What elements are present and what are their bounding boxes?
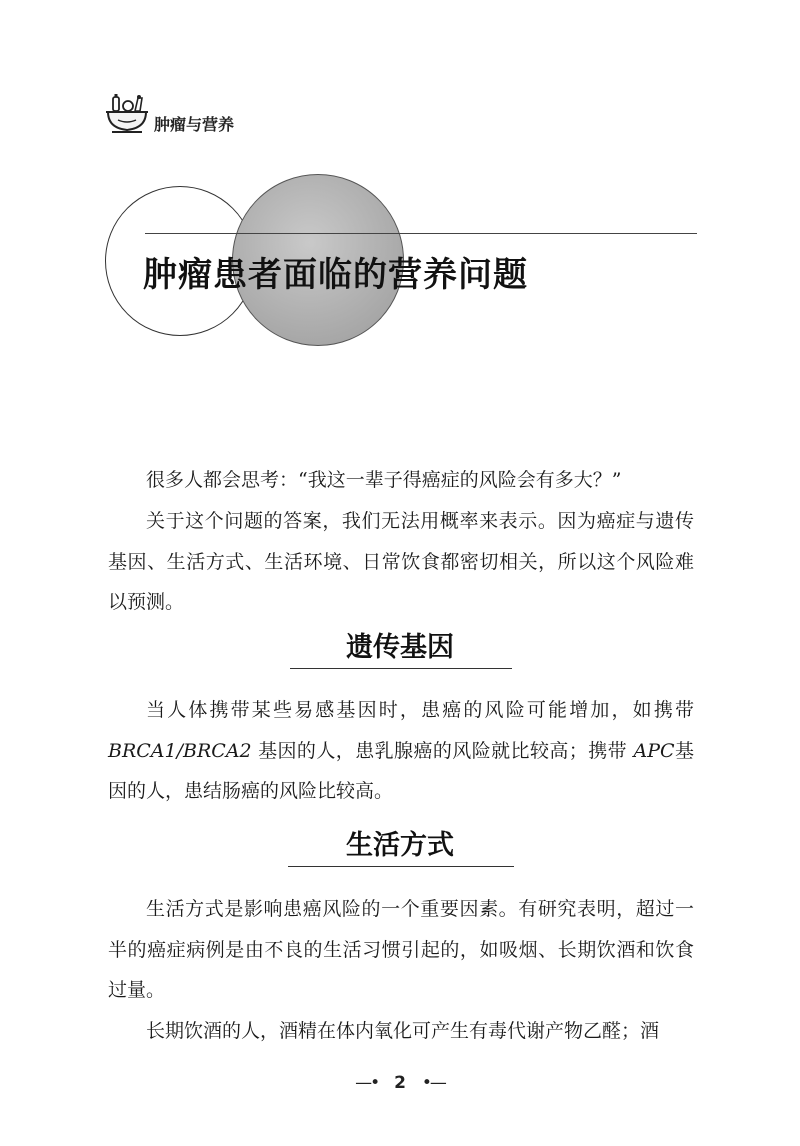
section-rule bbox=[290, 668, 512, 669]
intro-paragraph-1: 很多人都会思考：“我这一辈子得癌症的风险会有多大？” bbox=[146, 469, 622, 491]
running-header bbox=[104, 92, 304, 136]
chapter-title: 肿瘤患者面临的营养问题 bbox=[143, 255, 528, 295]
section-title-genetics: 遗传基因 bbox=[346, 632, 454, 663]
page-number: 2 bbox=[394, 1073, 406, 1093]
footer-dash-right: •— bbox=[421, 1073, 445, 1093]
gene-name: APC bbox=[633, 739, 675, 762]
paragraph-text: 当人体携带某些易感基因时，患癌的风险可能增加，如携带 bbox=[146, 699, 694, 721]
title-rule bbox=[145, 233, 697, 234]
paragraph-text: 基因的人，患结肠癌的风险比较高。 bbox=[108, 739, 694, 802]
lifestyle-paragraph-2: 长期饮酒的人，酒精在体内氧化可产生有毒代谢产物乙醛；酒 bbox=[146, 1020, 660, 1042]
page-footer bbox=[0, 1073, 800, 1093]
nutrition-basket-icon bbox=[104, 92, 150, 136]
section-rule bbox=[288, 866, 514, 867]
intro-paragraph-2: 关于这个问题的答案，我们无法用概率来表示。因为癌症与遗传基因、生活方式、生活环境、日常饮食都密切相关，所以这个风险难以预测。 bbox=[108, 510, 694, 613]
section-title-lifestyle: 生活方式 bbox=[346, 830, 454, 861]
header-label: 肿瘤与营养 bbox=[154, 115, 235, 134]
lifestyle-paragraph-1: 生活方式是影响患癌风险的一个重要因素。有研究表明，超过一半的癌症病例是由不良的生活习惯引起的，如吸烟、长期饮酒和饮食过量。 bbox=[108, 898, 694, 1001]
genetics-paragraph bbox=[108, 690, 694, 812]
paragraph-text: 基因的人，患乳腺癌的风险就比较高；携带 bbox=[251, 739, 634, 762]
gene-name: BRCA1/BRCA2 bbox=[108, 739, 252, 762]
footer-dash-left: —• bbox=[355, 1073, 379, 1093]
